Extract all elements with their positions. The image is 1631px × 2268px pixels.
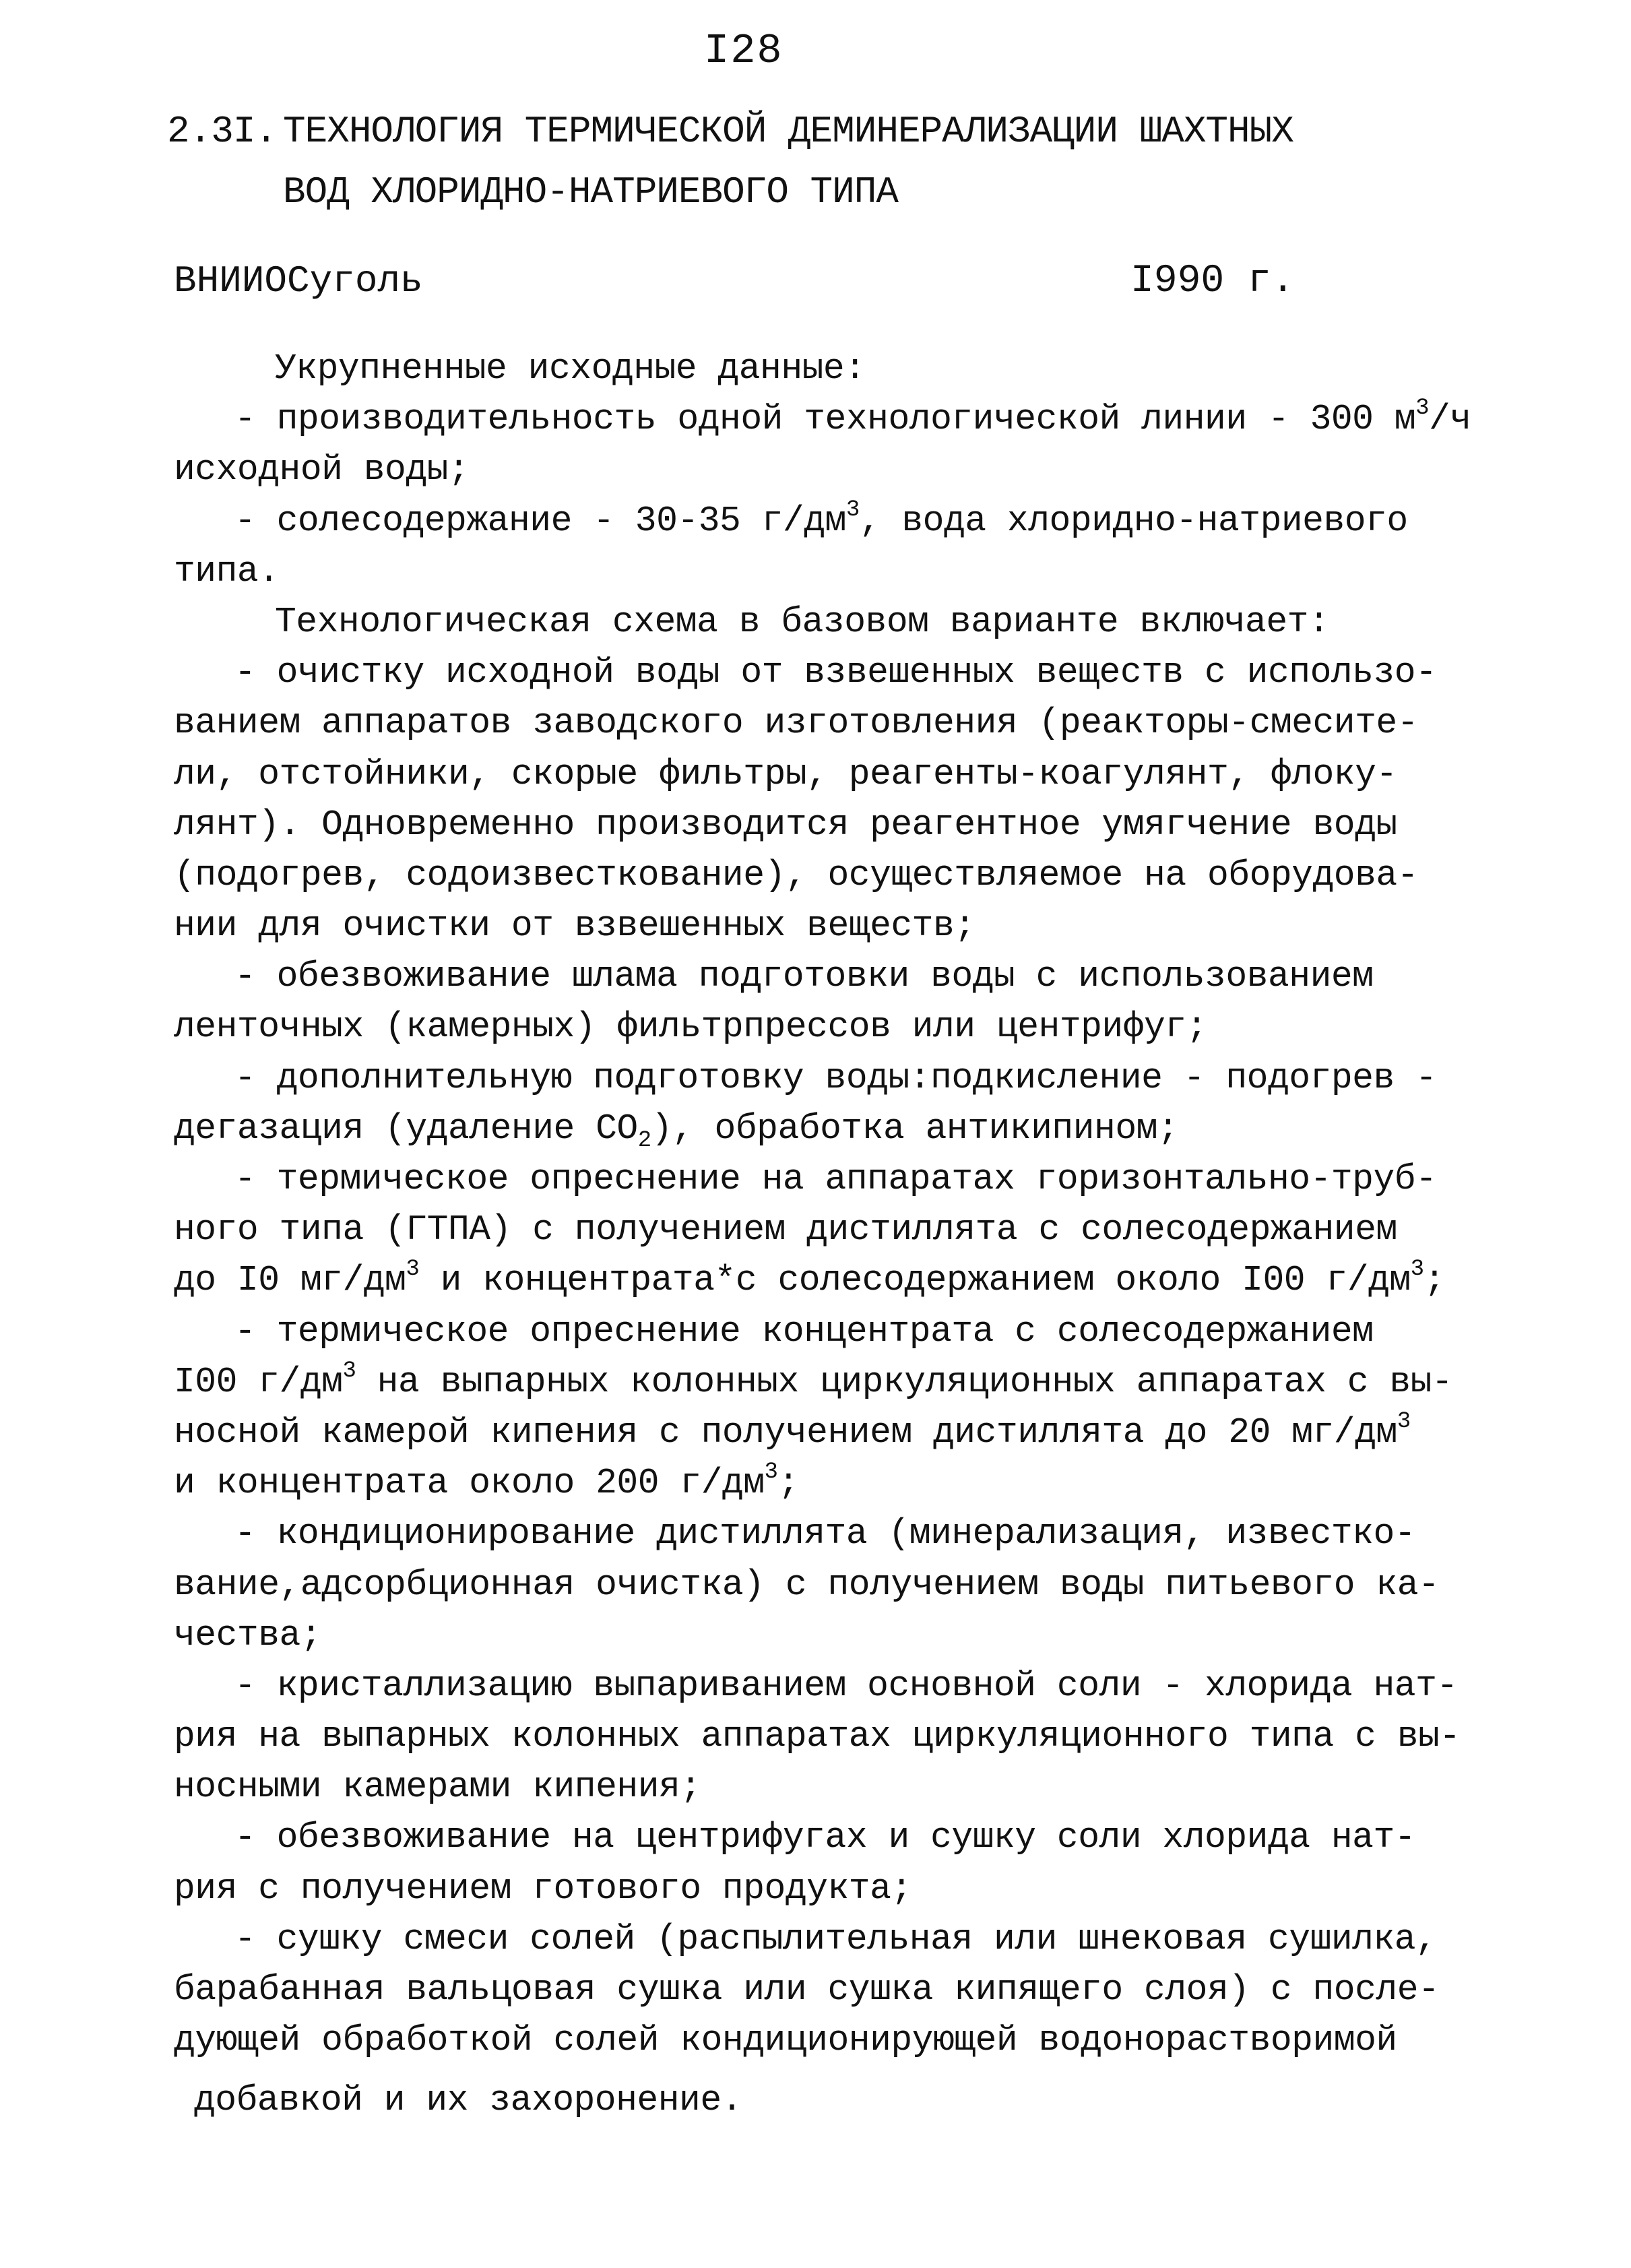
section-number: 2.3I. <box>167 110 278 153</box>
text-line: Технологическая схема в базовом варианте включает: <box>275 601 1330 642</box>
text-line: типа. <box>174 550 280 592</box>
year: I990 г. <box>1130 259 1295 303</box>
text-line: носными камерами кипения; <box>174 1767 701 1808</box>
page-number: I28 <box>704 27 783 75</box>
text-line: добавкой и их захоронение. <box>194 2080 742 2121</box>
text-line: - производительность одной технологической линии - 300 $м^3/ч$ <box>234 396 1471 440</box>
text-line: исходной воды; <box>174 449 470 491</box>
text-line: - солесодержание - 30-35 $г/дм^3$, вода хлоридно-натриевого <box>234 497 1408 541</box>
text-line: ленточных (камерных) фильтрпрессов или центрифуг; <box>174 1007 1207 1048</box>
text-line: ванием аппаратов заводского изготовления (реакторы-смесите- <box>174 703 1419 744</box>
text-line: - термическое опреснение концентрата с солесодержанием <box>234 1311 1374 1352</box>
text-line: дующей обработкой солей кондиционирующей водонорастворимой <box>174 2020 1397 2061</box>
text-line: - термическое опреснение на аппаратах горизонтально-труб- <box>234 1159 1437 1199</box>
text-line: - кристаллизацию выпариванием основной соли - хлорида нат- <box>234 1665 1458 1706</box>
text-line: - кондиционирование дистиллята (минерализация, известко- <box>234 1513 1416 1554</box>
text-line: ли, отстойники, скорые фильтры, реагенты-коагулянт, флоку- <box>174 753 1397 794</box>
section-title-line2: ВОД ХЛОРИДНО-НАТРИЕВОГО ТИПА <box>283 170 898 214</box>
text-line: I00 $г/дм^3$ на выпарных колонных циркуляционных аппаратах с вы- <box>174 1358 1453 1402</box>
text-line: - обезвоживание шлама подготовки воды с использованием <box>234 956 1374 997</box>
organization: ВНИИОСуголь <box>174 259 423 303</box>
text-line: и концентрата около 200 $г/дм^3$; <box>174 1459 799 1504</box>
text-line: - сушку смеси солей (распылительная или шнековая сушилка, <box>234 1918 1437 1959</box>
body-text <box>174 344 1508 2127</box>
text-line: вание,адсорбционная очистка) с получением воды питьевого ка- <box>174 1564 1440 1605</box>
text-line: барабанная вальцовая сушка или сушка кипящего слоя) с после- <box>174 1970 1440 2010</box>
text-line: ного типа (ГТПА) с получением дистиллята с солесодержанием <box>174 1209 1397 1251</box>
section-title-line1: ТЕХНОЛОГИЯ ТЕРМИЧЕСКОЙ ДЕМИНЕРАЛИЗАЦИИ ШАХТНЫХ <box>283 110 1293 153</box>
text-line: Укрупненные исходные данные: <box>275 348 866 389</box>
text-line: до I0 $мг/дм^3$ и концентрата*с солесодержанием около I00 $г/дм^3$; <box>174 1257 1445 1301</box>
text-line: (подогрев, содоизвесткование), осуществляемое на оборудова- <box>174 854 1419 895</box>
text-line: чества; <box>174 1614 322 1656</box>
section-heading <box>167 101 1293 222</box>
text-line: нии для очистки от взвешенных веществ; <box>174 906 976 947</box>
text-line: рия на выпарных колонных аппаратах циркуляционного типа с вы- <box>174 1716 1461 1757</box>
text-line: рия с получением готового продукта; <box>174 1868 912 1909</box>
text-line: - дополнительную подготовку воды:подкисление - подогрев - <box>234 1057 1437 1098</box>
text-line: лянт). Одновременно производится реагентное умягчение воды <box>174 804 1397 845</box>
text-line: дегазация (удаление $СО_2$), обработка антикипином; <box>174 1108 1179 1154</box>
text-line: носной камерой кипения с получением дистиллята до 20 $мг/дм^3$ <box>174 1408 1411 1453</box>
text-line: - очистку исходной воды от взвешенных веществ с использо- <box>234 652 1437 693</box>
text-line: - обезвоживание на центрифугах и сушку соли хлорида нат- <box>234 1817 1416 1858</box>
